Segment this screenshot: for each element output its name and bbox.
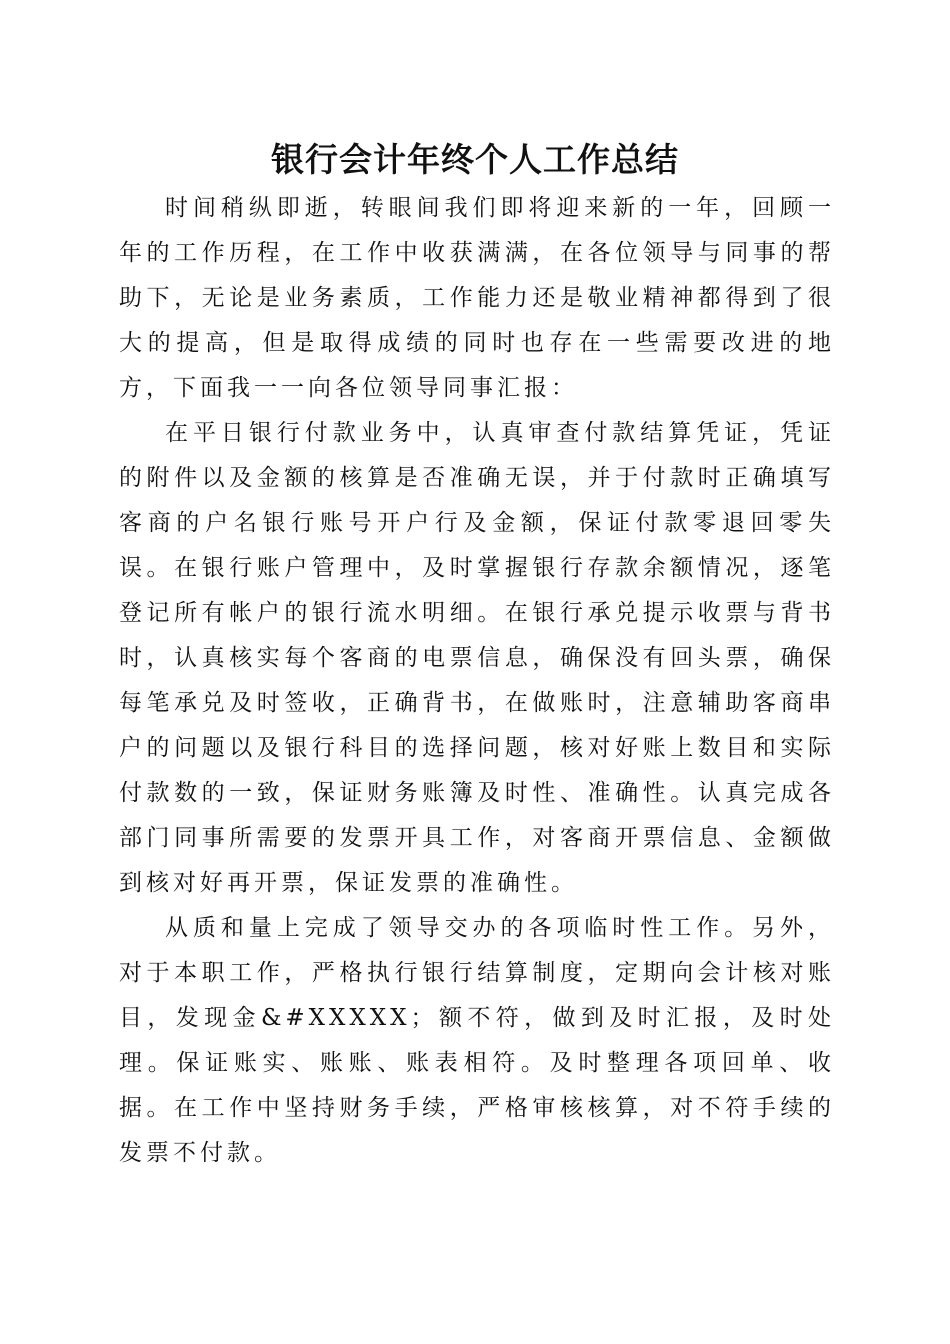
document-body (119, 186, 835, 1176)
paragraph-other-work: 从质和量上完成了领导交办的各项临时性工作。另外，对于本职工作，严格执行银行结算制度，定期向会计核对账目，发现金&#XXXXX；额不符，做到及时汇报，及时处理。保证账实、账账、账表相符。及时整理各项回单、收据。在工作中坚持财务手续，严格审核核算，对不符手续的发票不付款。 (119, 915, 835, 1166)
document-title: 银行会计年终个人工作总结 (271, 140, 679, 179)
paragraph-intro: 时间稍纵即逝，转眼间我们即将迎来新的一年，回顾一年的工作历程，在工作中收获满满，在各位领导与同事的帮助下，无论是业务素质，工作能力还是敬业精神都得到了很大的提高，但是取得成绩的同时也存在一些需要改进的地方，下面我一一向各位领导同事汇报： (119, 195, 835, 401)
paragraph-banking-duties: 在平日银行付款业务中，认真审查付款结算凭证，凭证的附件以及金额的核算是否准确无误，并于付款时正确填写客商的户名银行账号开户行及金额，保证付款零退回零失误。在银行账户管理中，及时掌握银行存款余额情况，逐笔登记所有帐户的银行流水明细。在银行承兑提示收票与背书时，认真核实每个客商的电票信息，确保没有回头票，确保每笔承兑及时签收，正确背书，在做账时，注意辅助客商串户的问题以及银行科目的选择问题，核对好账上数目和实际付款数的一致，保证财务账簿及时性、准确性。认真完成各部门同事所需要的发票开具工作，对客商开票信息、金额做到核对好再开票，保证发票的准确性。 (119, 420, 835, 896)
